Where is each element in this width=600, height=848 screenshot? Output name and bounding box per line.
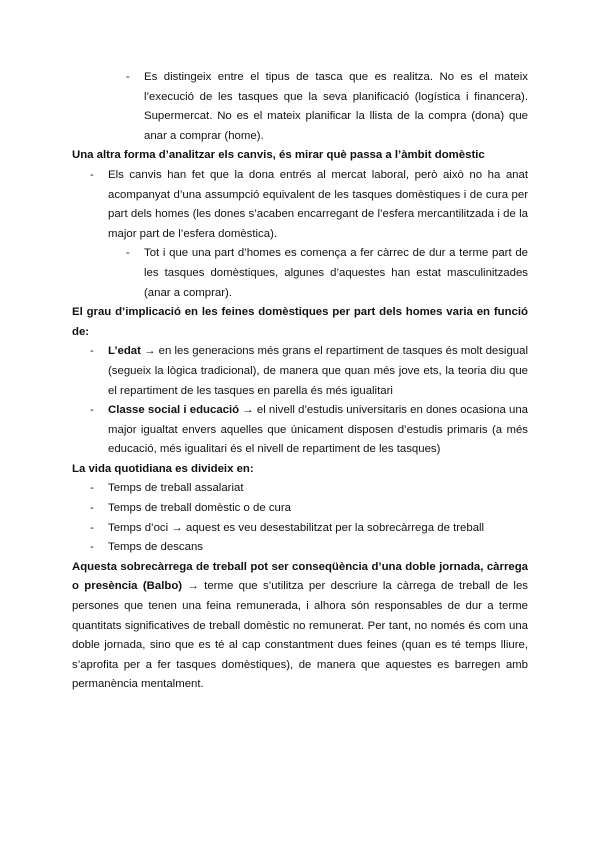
daily-life-list [72, 479, 528, 557]
list-item-text: Tot i que una part d’homes es comença a fer càrrec de dur a terme part de les tasques domèstiques, algunes d’aquestes han estat masculinitzades (anar a comprar). [144, 247, 528, 299]
bullet-dash: - [90, 521, 94, 534]
intro-list [72, 68, 528, 146]
list-item-term: Classe social i educació [108, 404, 240, 417]
section-heading-daily-life: La vida quotidiana es divideix en: [72, 462, 254, 475]
bullet-dash: - [126, 247, 130, 260]
list-item [72, 538, 528, 558]
bullet-dash: - [90, 345, 94, 358]
list-item-term: L’edat [108, 345, 141, 358]
list-item-text: Temps de descans [108, 541, 203, 554]
section-heading-domestic: Una altra forma d’analitzar els canvis, és mirar què passa a l’àmbit domèstic [72, 149, 485, 162]
bullet-dash: - [90, 404, 94, 417]
list-item-text: Temps de treball domèstic o de cura [108, 502, 291, 515]
list-item-text: Els canvis han fet que la dona entrés al mercat laboral, però això no ha anat acompanyat d’una assumpció equivalent de les tasques domèstiques i de cura per part dels homes (les dones s’acaben encarregant de l’esfera mercantilitzada i de la major part de l’esfera domèstica). [108, 168, 528, 240]
list-item [72, 401, 528, 460]
list-item [72, 479, 528, 499]
list-item-text: → en les generacions més grans el repartiment de tasques és molt desigual (segueix la lògica tradicional), de manera que quan més jove ets, la teoria diu que el repartiment de les tasques en parella és més igualitari [108, 345, 528, 397]
list-item-text: Temps de treball assalariat [108, 482, 244, 495]
section-heading-implication: El grau d’implicació en les feines domèstiques per part dels homes varia en funció de: [72, 306, 528, 338]
list-item-text: Es distingeix entre el tipus de tasca que es realitza. No es el mateix l’execució de les tasques que la seva planificació (logística i financera). Supermercat. No es el mateix planificar la llista de la compra (dona) que anar a comprar (home). [144, 71, 528, 142]
list-item [72, 166, 528, 244]
list-item [72, 342, 528, 401]
closing-bold-lead: Aquesta sobrecàrrega de treball pot ser conseqüència d’una doble jornada, càrrega o presència (Balbo) [72, 560, 528, 593]
closing-paragraph [72, 558, 528, 695]
bullet-dash: - [90, 168, 94, 181]
bullet-dash: - [90, 482, 94, 495]
list-item-text: Temps d’oci → aquest es veu desestabilitzat per la sobrecàrrega de treball [108, 521, 485, 534]
closing-text: → terme que s’utilitza per descriure la càrrega de treball de les persones que tenen una feina remunerada, i alhora són responsables de dur a terme quantitats significatives de treball domèstic no remunerat. Per tant, no només és com una doble jornada, sino que es té al cap constantment dues feines (quan es té temps lliure, s’aprofita per a fer tasques domèstiques), de manera que aquestes es barregen amb permanència mentalment. [72, 580, 528, 691]
bullet-dash: - [90, 541, 94, 554]
implication-list [72, 342, 528, 460]
bullet-dash: - [90, 502, 94, 515]
list-item [72, 244, 528, 303]
bullet-dash: - [126, 71, 130, 83]
list-item-text: → el nivell d’estudis universitaris en dones ocasiona una major igualtat envers aquelles que únicament disposen d’estudis primaris (a més educació, més igualitari és el nivell de repartiment de les tasques) [108, 404, 529, 456]
list-item [72, 519, 528, 539]
domestic-list [72, 166, 528, 303]
list-item [72, 68, 528, 146]
document-body [72, 68, 528, 695]
list-item [72, 499, 528, 519]
